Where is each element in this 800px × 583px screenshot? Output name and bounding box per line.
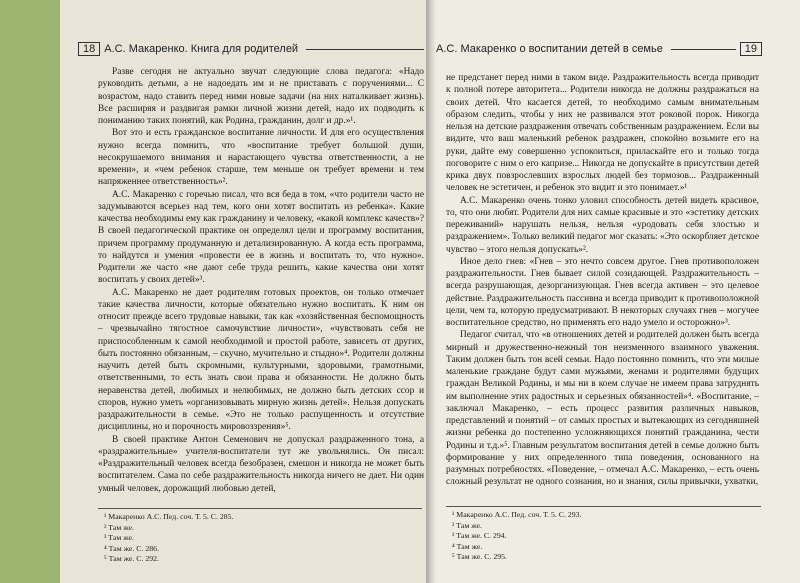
footnote: ³ Там же. [104, 533, 134, 542]
right-page-body [446, 72, 759, 489]
running-head: А.С. Макаренко о воспитании детей в семье [436, 43, 663, 55]
paragraph: не предстанет перед ними в таком виде. Раздражительность всегда приводит к полной потере авторитета... Родители никогда не должны раздражаться на своих детей. Что касается детей, то необходимо самым внимательным образом следить, чтобы у них не развивался этот роковой порок. Никогда нельзя на детские раздражения отвечать собственным раздражением. Если вы видите, что ваш маленький ребенок раздражен, спокойно возьмите его на руки, дайте ему совершенно успокоиться, приласкайте его и только тогда поговорите с ним о его капризе... Никогда не допускайте в присутствии детей крика двух повзрослевших взрослых людей без тормозов... Раздраженный человек не эстетичен, и ребенок это видит и это понимает.»¹ [446, 73, 759, 194]
footnote: ¹ Макаренко А.С. Пед. соч. Т. 5. С. 293. [452, 510, 582, 519]
footnote: ⁵ Там же. С. 292. [104, 554, 159, 563]
header-rule [671, 49, 736, 50]
page-number: 18 [78, 42, 100, 56]
footnote: ⁵ Там же. С. 295. [452, 552, 507, 561]
paragraph: Иное дело гнев: «Гнев – это нечто совсем другое. Гнев противоположен раздражительности. Гнев бывает силой созидающей. Раздражительность – всегда разрушающая, дезорганизующая. Гнев всегда активен – это целевое действие. Раздражительность пассивна и всегда приводит к противоположной цели, чем та, которую предусматривают. В некоторых случаях гнев – могучее воспитательное средство, но применять его надо умело и осторожно»³. [446, 256, 759, 328]
footnote: ² Там же. [452, 520, 482, 530]
paragraph: В своей практике Антон Семенович не допускал раздраженного тона, а «раздражительные» учителя-воспитатели тут же увольнялись. Он писал: «Раздражительный человек всегда безобразен, смешон и никогда не может быть воспитателем. Сама по себе раздражительность никогда ничего не дает. Ни один умный человек, дорожащий любовью детей, [98, 434, 424, 494]
page-number: 19 [740, 42, 762, 56]
paragraph: А.С. Макаренко очень тонко уловил способность детей видеть красивое, то, что они любят. Родители для них самые красивые и это «эстетику детских переживаний» нарушать нельзя, нельзя «уродовать себя злостью и раздражением». Только великий педагог мог сказать: «Это оскорбляет детское чувство – этого нельзя допускать»². [446, 195, 759, 255]
right-page-header [432, 38, 762, 60]
footnote: ¹ Макаренко А.С. Пед. соч. Т. 5. С. 285. [104, 512, 234, 521]
footnote: ² Там же. [104, 522, 134, 532]
paragraph: А.С. Макаренко с горечью писал, что вся беда в том, «что родители часто не задумываются всерьез над тем, кого они хотят воспитать из ребенка». Какие качества необходимы ему как гражданину и человеку, «какой комплекс качеств»? В своей педагогической практике он определял цели и программу воспитания, причем программу продуманную и детализированную. А когда есть программа, то найдутся и умения «провести ее в жизнь и воспитать то, что нужно». Родители же часто «не дают себе труда решить, какие качества они хотят воспитать у своих детей»³. [98, 189, 424, 286]
paragraph: Разве сегодня не актуально звучат следующие слова педагога: «Надо руководить детьми, а не надоедать им и не приставать с поручениями... С возрастом, надо ставить перед ними новые задачи (на них наталкивает жизнь). Все расширяя и раздвигая рамки личной жизни детей, надо их подводить к пониманию таких понятий, как Родина, гражданин, долг и др.»¹. [98, 67, 424, 126]
left-page-body [98, 66, 424, 495]
left-page [78, 0, 428, 583]
left-page-header [78, 38, 428, 60]
running-head: А.С. Макаренко. Книга для родителей [104, 43, 299, 55]
footnote: ³ Там же. С. 294. [452, 531, 507, 540]
footnote: ⁴ Там же. [452, 541, 483, 551]
paragraph: Педагог считал, что «в отношениях детей и родителей должен быть всегда мирный и дружественно-нежный тон неизменного взаимного уважения. Таким должен быть тон всей семьи. Надо постоянно помнить, что эти милые маленькие граждане будут сами мужьями, женами и родителями будущих граждан Великой Родины, и мы ни в коем случае не имеем права затруднять им выполнение этих радостных и серьезных обязанностей»⁴. «Воспитание, – заключал Макаренко, – есть процесс развития различных навыков, представлений и понятий – от самых простых и вытекающих из сегодняшней жизни ребенка до постепенно усложняющихся понятий гражданина, чести Родины и т.д.»⁵. Главным результатом воспитания детей в семье должно быть формирование у них определенного типа поведения, основанного на разумных потребностях. «Поведение, – отмечал А.С. Макаренко, – есть очень сложный результат не одного сознания, но и знания, силы привычки, ухватки, [446, 330, 759, 488]
header-rule [306, 49, 424, 50]
left-footnotes [98, 508, 422, 565]
right-page [432, 0, 767, 583]
footnote: ⁴ Там же. С. 286. [104, 543, 159, 553]
paragraph: А.С. Макаренко не дает родителям готовых проектов, он только отмечает такие качества личности, которые обязательно нужно воспитать. К ним он относит прежде всего трудовые навыки, так как «хозяйственная беспомощность – чрезвычайно тягостное самочувствие личности», «чувствовать себя не приспособленным к самой необходимой и простой работе, зависеть от других, быть постоянно обязанным, – скучно, мучительно и стыдно»⁴. Родители должны научить детей быть скромными, культурными, здоровыми, грамотными, ответственными, то есть знать свои права и обязанности. Не должно быть неравенства детей, любимых и нелюбимых, не должно быть детских ссор и споров, нужно уметь «организовывать мирную жизнь детей». Нельзя допускать раздражительности в семье. «Это не только распущенность и отсутствие дисциплины, но и порочность мировоззрения»⁵. [98, 287, 424, 433]
paragraph: Вот это и есть гражданское воспитание личности. И для его осуществления нужно всегда помнить, что «воспитание требует большой души, несокрушаемого внимания и нарастающего чувства ответственности, а не времени», и «чем ребенок старше, тем меньше он требует времени и тем напряженнее ответственность»². [98, 128, 424, 188]
right-footnotes [446, 506, 761, 563]
